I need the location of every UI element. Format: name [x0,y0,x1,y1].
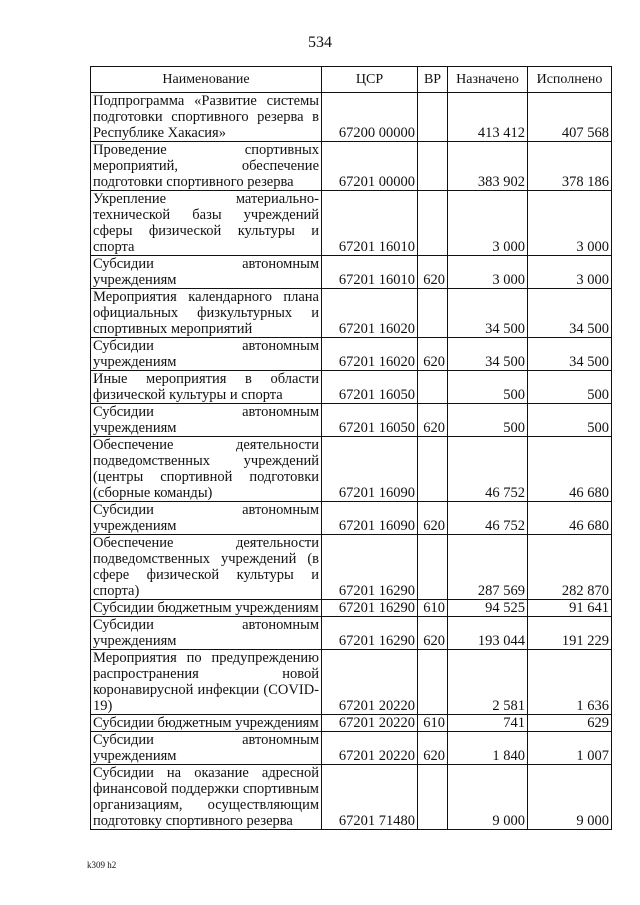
row-name: Субсидии автономным учреждениям [91,732,322,765]
table-row [91,732,612,765]
budget-table [90,66,612,830]
row-vr: 610 [418,600,448,617]
row-executed: 46 680 [528,437,612,502]
row-assigned: 46 752 [448,502,528,535]
row-csr: 67201 16290 [322,535,418,600]
table-row [91,617,612,650]
row-assigned: 94 525 [448,600,528,617]
table-row [91,191,612,256]
row-vr: 620 [418,338,448,371]
row-name: Субсидии автономным учреждениям [91,404,322,437]
row-vr: 610 [418,715,448,732]
row-csr: 67201 16020 [322,338,418,371]
page-number: 534 [308,34,332,51]
row-csr: 67201 16090 [322,437,418,502]
row-assigned: 46 752 [448,437,528,502]
row-name: Субсидии автономным учреждениям [91,338,322,371]
footer-code: k309 h2 [87,860,117,870]
row-csr: 67201 00000 [322,142,418,191]
row-executed: 629 [528,715,612,732]
row-assigned: 741 [448,715,528,732]
table-row [91,142,612,191]
row-csr: 67201 16050 [322,371,418,404]
header-name: Наименование [91,67,322,93]
row-executed: 500 [528,404,612,437]
row-csr: 67201 20220 [322,650,418,715]
header-csr: ЦСР [322,67,418,93]
row-name: Субсидии на оказание адресной финансовой поддержки спортивным организациям, осуществляющим подготовку спортивного резерва [91,765,322,830]
row-assigned: 193 044 [448,617,528,650]
row-vr [418,437,448,502]
row-assigned: 34 500 [448,289,528,338]
header-assigned: Назначено [448,67,528,93]
row-assigned: 2 581 [448,650,528,715]
row-executed: 282 870 [528,535,612,600]
row-assigned: 34 500 [448,338,528,371]
row-csr: 67201 16020 [322,289,418,338]
row-csr: 67201 16290 [322,617,418,650]
table-row [91,600,612,617]
row-assigned: 383 902 [448,142,528,191]
row-csr: 67201 71480 [322,765,418,830]
row-executed: 34 500 [528,289,612,338]
table-body [91,93,612,830]
table-row [91,650,612,715]
row-name: Мероприятия по предупреждению распространения новой коронавирусной инфекции (COVID-19) [91,650,322,715]
row-executed: 3 000 [528,256,612,289]
row-vr [418,142,448,191]
table-header-row [91,67,612,93]
row-executed: 1 636 [528,650,612,715]
row-csr: 67201 16010 [322,191,418,256]
row-csr: 67201 20220 [322,732,418,765]
table-row [91,289,612,338]
row-executed: 9 000 [528,765,612,830]
header-vr: ВР [418,67,448,93]
table-row [91,715,612,732]
row-assigned: 500 [448,371,528,404]
row-csr: 67201 20220 [322,715,418,732]
row-vr: 620 [418,404,448,437]
table-row [91,404,612,437]
row-name: Проведение спортивных мероприятий, обеспечение подготовки спортивного резерва [91,142,322,191]
row-csr: 67201 16010 [322,256,418,289]
row-name: Обеспечение деятельности подведомственных учреждений (в сфере физической культуры и спорта) [91,535,322,600]
row-name: Мероприятия календарного плана официальных физкультурных и спортивных мероприятий [91,289,322,338]
row-executed: 191 229 [528,617,612,650]
row-csr: 67200 00000 [322,93,418,142]
row-executed: 3 000 [528,191,612,256]
row-executed: 91 641 [528,600,612,617]
row-vr [418,289,448,338]
row-name: Субсидии бюджетным учреждениям [91,600,322,617]
row-vr [418,535,448,600]
row-vr: 620 [418,732,448,765]
row-vr: 620 [418,256,448,289]
row-vr [418,650,448,715]
table-row [91,256,612,289]
row-executed: 1 007 [528,732,612,765]
row-executed: 407 568 [528,93,612,142]
row-executed: 378 186 [528,142,612,191]
row-executed: 46 680 [528,502,612,535]
row-vr [418,371,448,404]
row-name: Субсидии автономным учреждениям [91,617,322,650]
table-row [91,338,612,371]
row-vr: 620 [418,617,448,650]
row-csr: 67201 16050 [322,404,418,437]
row-assigned: 3 000 [448,191,528,256]
row-name: Субсидии автономным учреждениям [91,502,322,535]
row-executed: 500 [528,371,612,404]
table-row [91,437,612,502]
row-name: Укрепление материально-технической базы учреждений сферы физической культуры и спорта [91,191,322,256]
header-executed: Исполнено [528,67,612,93]
table-row [91,502,612,535]
row-vr: 620 [418,502,448,535]
row-name: Субсидии бюджетным учреждениям [91,715,322,732]
row-assigned: 9 000 [448,765,528,830]
table-row [91,765,612,830]
row-assigned: 287 569 [448,535,528,600]
row-vr [418,765,448,830]
row-name: Иные мероприятия в области физической культуры и спорта [91,371,322,404]
row-vr [418,93,448,142]
row-name: Обеспечение деятельности подведомственных учреждений (центры спортивной подготовки (сборные команды) [91,437,322,502]
table-row [91,93,612,142]
row-assigned: 413 412 [448,93,528,142]
row-assigned: 500 [448,404,528,437]
row-name: Подпрограмма «Развитие системы подготовки спортивного резерва в Республике Хакасия» [91,93,322,142]
row-name: Субсидии автономным учреждениям [91,256,322,289]
table-row [91,535,612,600]
row-executed: 34 500 [528,338,612,371]
row-csr: 67201 16290 [322,600,418,617]
row-vr [418,191,448,256]
row-csr: 67201 16090 [322,502,418,535]
row-assigned: 3 000 [448,256,528,289]
table-row [91,371,612,404]
row-assigned: 1 840 [448,732,528,765]
